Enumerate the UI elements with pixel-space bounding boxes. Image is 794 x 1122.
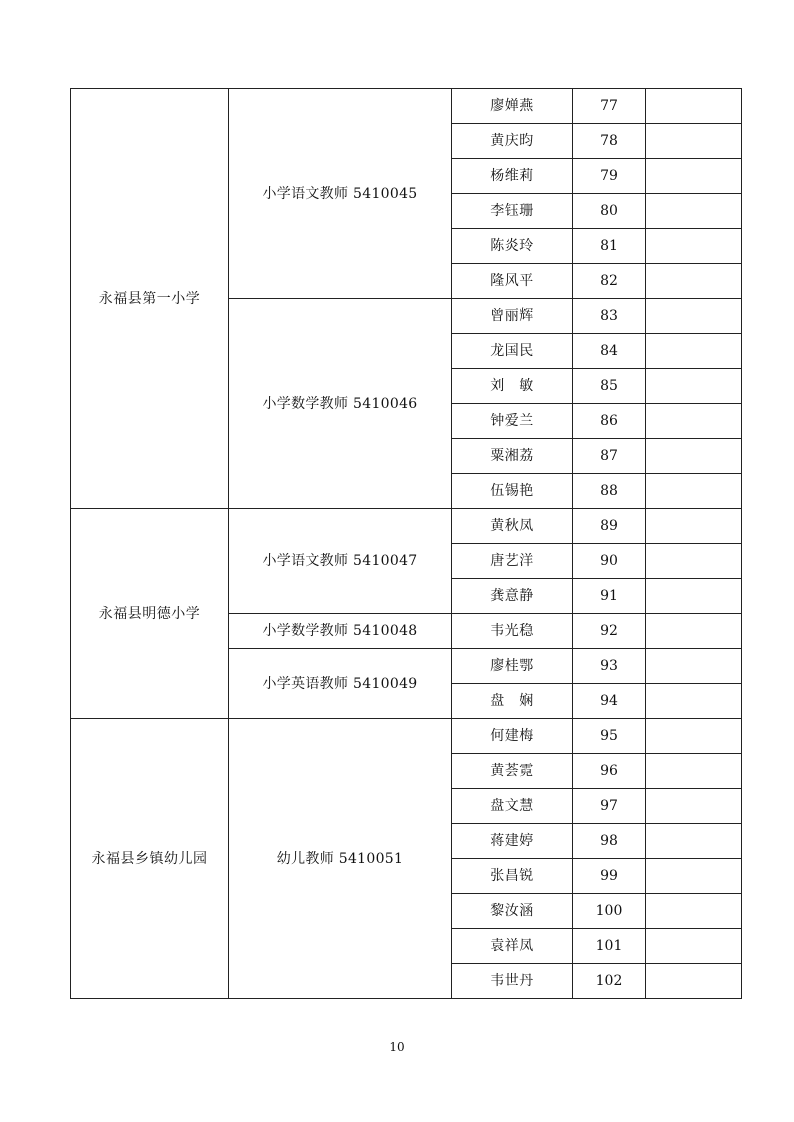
candidate-number-cell: 83	[573, 299, 646, 334]
candidate-number-cell: 96	[573, 754, 646, 789]
remarks-cell	[646, 194, 742, 229]
candidate-name-cell: 韦世丹	[452, 964, 573, 999]
remarks-cell	[646, 929, 742, 964]
candidate-number-cell: 97	[573, 789, 646, 824]
candidate-name-cell: 曾丽辉	[452, 299, 573, 334]
candidate-number-cell: 100	[573, 894, 646, 929]
position-cell: 小学数学教师 5410048	[229, 614, 452, 649]
candidate-name-cell: 唐艺洋	[452, 544, 573, 579]
remarks-cell	[646, 824, 742, 859]
remarks-cell	[646, 299, 742, 334]
roster-table-body	[71, 89, 742, 999]
position-cell: 小学英语教师 5410049	[229, 649, 452, 719]
candidate-number-cell: 81	[573, 229, 646, 264]
candidate-number-cell: 87	[573, 439, 646, 474]
candidate-name-cell: 黄秋凤	[452, 509, 573, 544]
candidate-number-cell: 94	[573, 684, 646, 719]
candidate-number-cell: 102	[573, 964, 646, 999]
remarks-cell	[646, 649, 742, 684]
table-row	[71, 719, 742, 754]
remarks-cell	[646, 439, 742, 474]
remarks-cell	[646, 789, 742, 824]
remarks-cell	[646, 544, 742, 579]
candidate-number-cell: 84	[573, 334, 646, 369]
candidate-name-cell: 韦光稳	[452, 614, 573, 649]
roster-table	[70, 88, 742, 999]
remarks-cell	[646, 754, 742, 789]
candidate-name-cell: 李钰珊	[452, 194, 573, 229]
school-name-cell: 永福县第一小学	[71, 89, 229, 509]
position-cell: 幼儿教师 5410051	[229, 719, 452, 999]
remarks-cell	[646, 159, 742, 194]
candidate-name-cell: 盘 娴	[452, 684, 573, 719]
candidate-name-cell: 廖婵燕	[452, 89, 573, 124]
remarks-cell	[646, 894, 742, 929]
position-cell: 小学语文教师 5410045	[229, 89, 452, 299]
candidate-name-cell: 隆风平	[452, 264, 573, 299]
candidate-name-cell: 钟爱兰	[452, 404, 573, 439]
remarks-cell	[646, 229, 742, 264]
remarks-cell	[646, 719, 742, 754]
candidate-number-cell: 85	[573, 369, 646, 404]
candidate-name-cell: 廖桂鄂	[452, 649, 573, 684]
candidate-name-cell: 龚意静	[452, 579, 573, 614]
page-number: 10	[389, 1040, 405, 1054]
candidate-number-cell: 101	[573, 929, 646, 964]
candidate-name-cell: 张昌锐	[452, 859, 573, 894]
candidate-number-cell: 95	[573, 719, 646, 754]
table-row	[71, 89, 742, 124]
candidate-number-cell: 79	[573, 159, 646, 194]
position-cell: 小学数学教师 5410046	[229, 299, 452, 509]
candidate-name-cell: 刘 敏	[452, 369, 573, 404]
remarks-cell	[646, 334, 742, 369]
candidate-name-cell: 黄荟霓	[452, 754, 573, 789]
candidate-name-cell: 粟湘荔	[452, 439, 573, 474]
remarks-cell	[646, 124, 742, 159]
candidate-number-cell: 88	[573, 474, 646, 509]
candidate-name-cell: 黄庆昀	[452, 124, 573, 159]
candidate-number-cell: 90	[573, 544, 646, 579]
remarks-cell	[646, 859, 742, 894]
candidate-number-cell: 80	[573, 194, 646, 229]
candidate-name-cell: 伍锡艳	[452, 474, 573, 509]
remarks-cell	[646, 964, 742, 999]
position-cell: 小学语文教师 5410047	[229, 509, 452, 614]
candidate-name-cell: 陈炎玲	[452, 229, 573, 264]
remarks-cell	[646, 264, 742, 299]
candidate-number-cell: 98	[573, 824, 646, 859]
remarks-cell	[646, 89, 742, 124]
candidate-number-cell: 89	[573, 509, 646, 544]
candidate-number-cell: 86	[573, 404, 646, 439]
candidate-number-cell: 99	[573, 859, 646, 894]
candidate-name-cell: 杨维莉	[452, 159, 573, 194]
candidate-number-cell: 77	[573, 89, 646, 124]
remarks-cell	[646, 474, 742, 509]
remarks-cell	[646, 509, 742, 544]
remarks-cell	[646, 369, 742, 404]
candidate-name-cell: 龙国民	[452, 334, 573, 369]
remarks-cell	[646, 579, 742, 614]
candidate-name-cell: 蒋建婷	[452, 824, 573, 859]
candidate-number-cell: 78	[573, 124, 646, 159]
candidate-name-cell: 何建梅	[452, 719, 573, 754]
candidate-name-cell: 袁祥凤	[452, 929, 573, 964]
remarks-cell	[646, 614, 742, 649]
table-row	[71, 509, 742, 544]
candidate-name-cell: 盘文慧	[452, 789, 573, 824]
school-name-cell: 永福县明德小学	[71, 509, 229, 719]
candidate-number-cell: 82	[573, 264, 646, 299]
remarks-cell	[646, 404, 742, 439]
candidate-number-cell: 91	[573, 579, 646, 614]
remarks-cell	[646, 684, 742, 719]
school-name-cell: 永福县乡镇幼儿园	[71, 719, 229, 999]
candidate-name-cell: 黎汝涵	[452, 894, 573, 929]
candidate-number-cell: 92	[573, 614, 646, 649]
candidate-number-cell: 93	[573, 649, 646, 684]
